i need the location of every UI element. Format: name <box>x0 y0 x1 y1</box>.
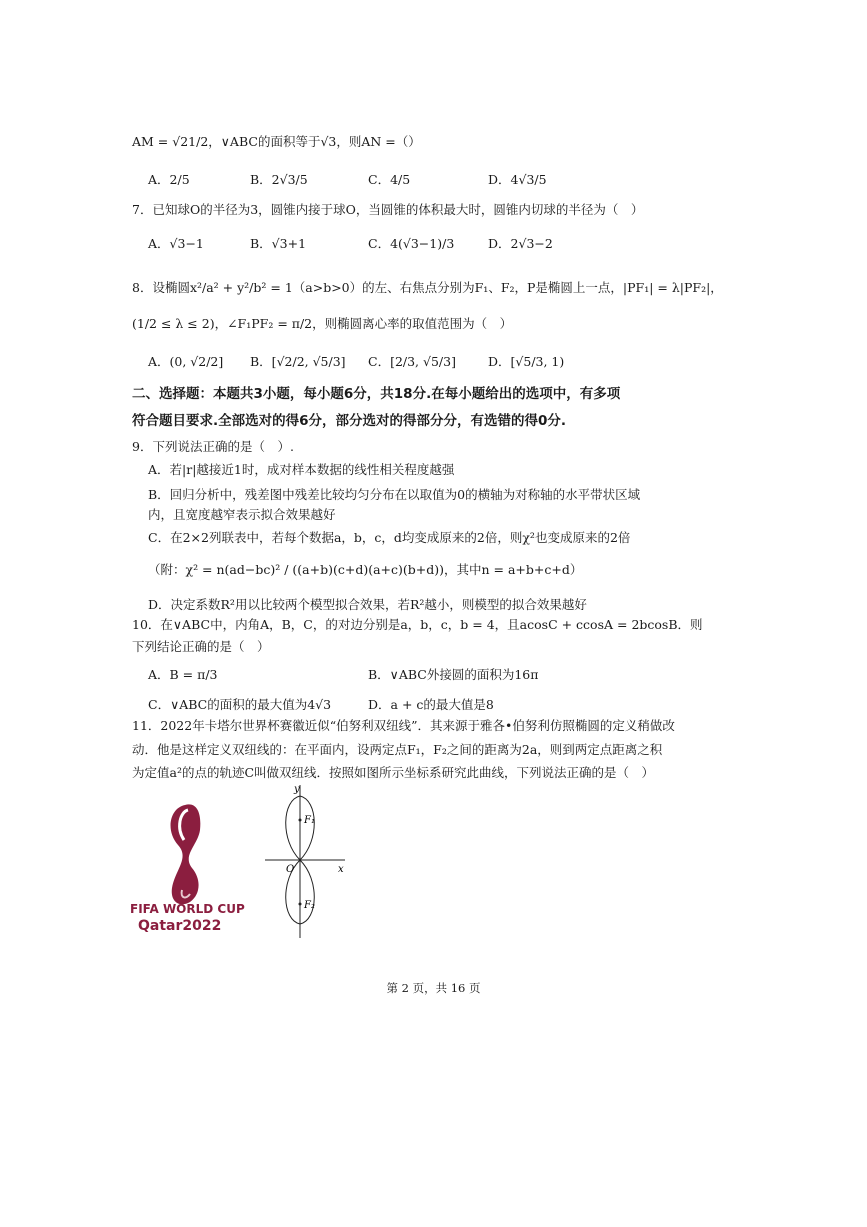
section-2-heading-line1: 二、选择题：本题共3小题，每小题6分，共18分.在每小题给出的选项中，有多项 <box>132 386 621 402</box>
q9-option-a[interactable]: A．若|r|越接近1时，成对样本数据的线性相关程度越强 <box>148 462 455 477</box>
page-footer: 第 2 页，共 16 页 <box>386 981 481 995</box>
q9-option-b-cont: 内，且宽度越窄表示拟合效果越好 <box>148 507 336 522</box>
q10-option-c[interactable]: C．∨ABC的面积的最大值为4√3 <box>148 697 332 712</box>
q7-option-c[interactable]: C．4(√3−1)/3 <box>368 236 455 251</box>
q8-stem-line1: 8．设椭圆x²/a² + y²/b² = 1（a>b>0）的左、右焦点分别为F₁、F₂，P是椭圆上一点，|PF₁| = λ|PF₂|， <box>132 280 723 295</box>
logo-subtitle: Qatar2022 <box>138 918 222 934</box>
q9-option-b[interactable]: B．回归分析中，残差图中残差比较均匀分布在以取值为0的横轴为对称轴的水平带状区域 <box>148 487 641 502</box>
q11-stem-line1: 11．2022年卡塔尔世界杯赛徽近似“伯努利双纽线”．其来源于雅各•伯努利仿照椭圆的定义稍做改 <box>132 718 675 733</box>
q6-option-d[interactable]: D．4√3/5 <box>488 172 547 187</box>
lemniscate-figure <box>260 780 350 940</box>
fifa-world-cup-logo <box>130 790 260 940</box>
q10-stem-line2: 下列结论正确的是（ ） <box>132 639 270 654</box>
origin-label: O <box>286 864 295 875</box>
focus-f1 <box>299 819 302 822</box>
q10-option-a[interactable]: A．B = π/3 <box>148 667 218 682</box>
q11-stem-line3: 为定值a²的点的轨迹C叫做双纽线．按照如图所示坐标系研究此曲线，下列说法正确的是（ ） <box>132 765 655 780</box>
q9-option-d[interactable]: D．决定系数R²用以比较两个模型拟合效果，若R²越小，则模型的拟合效果越好 <box>148 597 587 612</box>
q6-option-b[interactable]: B．2√3/5 <box>250 172 308 187</box>
section-2-heading-line2: 符合题目要求.全部选对的得6分，部分选对的得部分分，有选错的得0分. <box>132 413 567 429</box>
f1-label: F₁ <box>304 815 315 826</box>
q7-option-b[interactable]: B．√3+1 <box>250 236 307 251</box>
q6-stem-tail: AM = √21/2，∨ABC的面积等于√3，则AN =（） <box>132 134 421 149</box>
q7-option-a[interactable]: A．√3−1 <box>148 236 204 251</box>
q9-option-c[interactable]: C．在2×2列联表中，若每个数据a，b，c，d均变成原来的2倍，则χ²也变成原来的2倍 <box>148 530 631 545</box>
y-axis-label: y <box>294 784 300 795</box>
q8-option-b[interactable]: B．[√2/2, √5/3] <box>250 354 346 369</box>
q8-option-c[interactable]: C．[2/3, √5/3] <box>368 354 456 369</box>
q8-stem-line2: (1/2 ≤ λ ≤ 2)，∠F₁PF₂ = π/2，则椭圆离心率的取值范围为（ ） <box>132 316 513 331</box>
q10-stem-line1: 10．在∨ABC中，内角A，B，C，的对边分别是a，b，c，b = 4，且acosC + ccosA = 2bcosB．则 <box>132 617 703 632</box>
q10-option-d[interactable]: D．a + c的最大值是8 <box>368 697 494 712</box>
q7-option-d[interactable]: D．2√3−2 <box>488 236 553 251</box>
x-axis-label: x <box>338 864 344 875</box>
logo-title: FIFA WORLD CUP <box>130 902 245 916</box>
q10-option-b[interactable]: B．∨ABC外接圆的面积为16π <box>368 667 539 682</box>
q8-option-d[interactable]: D．[√5/3, 1) <box>488 354 565 369</box>
f2-label: F₂ <box>304 900 315 911</box>
q7-stem: 7．已知球O的半径为3，圆锥内接于球O，当圆锥的体积最大时，圆锥内切球的半径为（ ） <box>132 202 644 217</box>
q6-option-a[interactable]: A．2/5 <box>148 172 190 187</box>
lemniscate-graph <box>260 780 350 940</box>
q9-formula-note: （附：χ² = n(ad−bc)² / ((a+b)(c+d)(a+c)(b+d))，其中n = a+b+c+d） <box>148 562 583 577</box>
q8-option-a[interactable]: A．(0, √2/2] <box>148 354 224 369</box>
focus-f2 <box>299 903 302 906</box>
q6-option-c[interactable]: C．4/5 <box>368 172 411 187</box>
q9-stem: 9．下列说法正确的是（ ）. <box>132 439 294 454</box>
q11-stem-line2: 动．他是这样定义双纽线的：在平面内，设两定点F₁，F₂之间的距离为2a，则到两定点距离之积 <box>132 742 663 757</box>
